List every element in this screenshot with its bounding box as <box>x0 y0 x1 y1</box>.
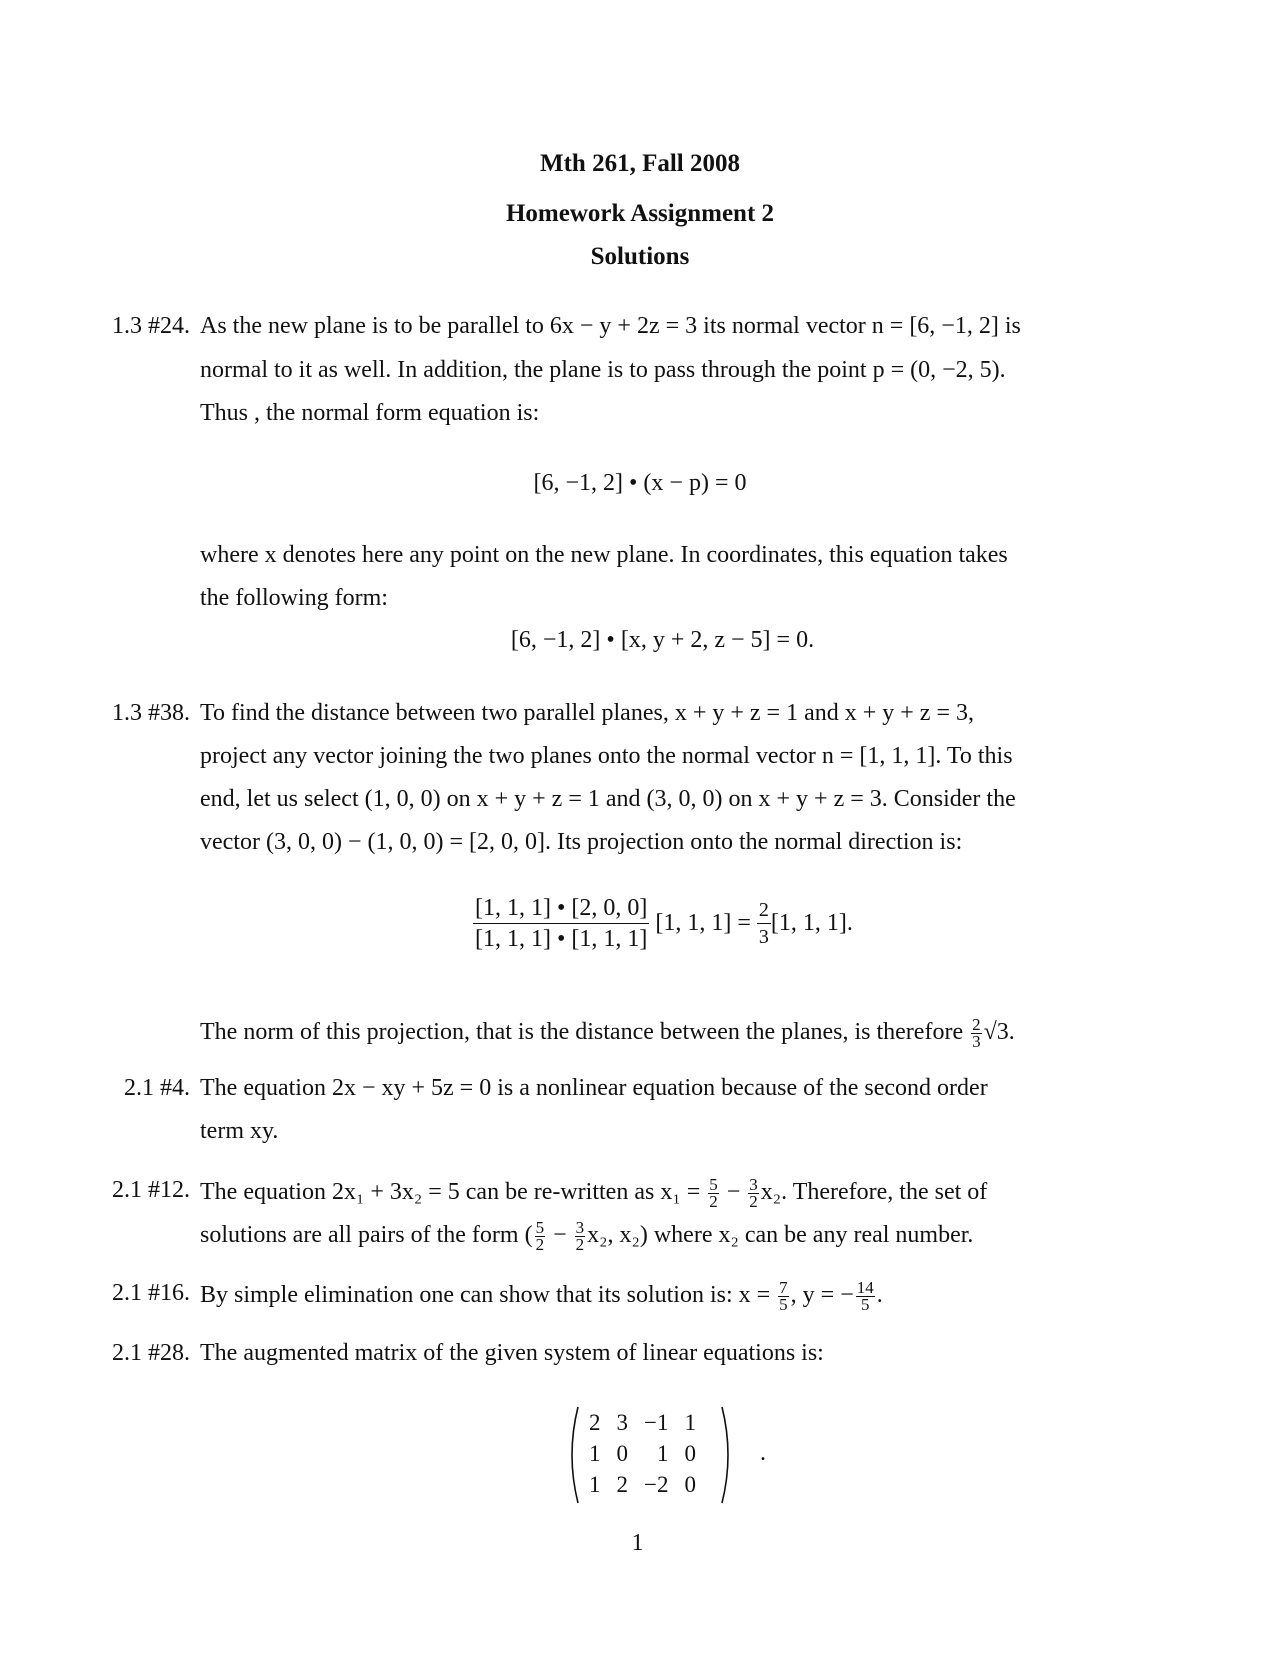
problem-text-line: The augmented matrix of the given system of linear equations is: <box>200 1340 824 1366</box>
problem-text-line: Thus , the normal form equation is: <box>200 400 540 426</box>
fraction <box>778 1280 789 1313</box>
problem-text-line: vector (3, 0, 0) − (1, 0, 0) = [2, 0, 0]. Its projection onto the normal direction is: <box>200 829 963 855</box>
problem-text-line <box>200 1177 987 1210</box>
text-segment: By simple elimination one can show that its solution is: x = <box>200 1282 771 1309</box>
problem-label: 2.1 #16. <box>112 1280 190 1306</box>
matrix-period: . <box>760 1440 766 1466</box>
course-title: Mth 261, Fall 2008 <box>540 150 740 177</box>
problem-label: 2.1 #12. <box>112 1177 190 1203</box>
projection-equation <box>473 893 853 954</box>
problem-text-line: the following form: <box>200 585 388 611</box>
matrix-cell: 1 <box>589 1471 601 1497</box>
solutions-subtitle: Solutions <box>590 243 690 270</box>
matrix-cell: 0 <box>616 1440 628 1466</box>
norm-fraction <box>971 1017 982 1050</box>
fraction-denominator: [1, 1, 1] • [1, 1, 1] <box>475 926 648 952</box>
fraction <box>708 1177 719 1210</box>
fraction <box>575 1220 586 1253</box>
problem-text-line: normal to it as well. In addition, the plane is to pass through the point p = (0, −2, 5). <box>200 357 1006 383</box>
fraction <box>856 1280 875 1313</box>
norm-text: The norm of this projection, that is the distance between the planes, is therefore <box>200 1019 964 1046</box>
matrix-cell: 2 <box>589 1409 601 1435</box>
matrix-table <box>581 1407 704 1500</box>
left-parenthesis <box>565 1405 581 1505</box>
matrix-cell: −1 <box>644 1409 669 1435</box>
fraction-numerator: 7 <box>779 1278 788 1297</box>
text-segment: − <box>553 1222 567 1249</box>
projection-fraction <box>473 893 649 954</box>
norm-end: √3. <box>983 1019 1015 1046</box>
fraction-numerator: 5 <box>709 1175 718 1194</box>
problem-text-line: project any vector joining the two planes onto the normal vector n = [1, 1, 1]. To this <box>200 743 1013 769</box>
text-segment: x₂, x₂) where x₂ can be any real number. <box>587 1222 974 1249</box>
page-number: 1 <box>631 1530 644 1556</box>
matrix-cell: −2 <box>644 1471 669 1497</box>
matrix-cell: 3 <box>616 1409 628 1435</box>
fraction-numerator: 5 <box>535 1218 545 1237</box>
matrix-cell: 0 <box>684 1440 696 1466</box>
matrix-cell: 1 <box>656 1440 669 1466</box>
fraction-denominator: 2 <box>575 1235 585 1254</box>
problem-text-line: end, let us select (1, 0, 0) on x + y + z = 1 and (3, 0, 0) on x + y + z = 3. Consider the <box>200 786 1016 812</box>
projection-end: [1, 1, 1]. <box>770 910 853 936</box>
problem-text-line: As the new plane is to be parallel to 6x − y + 2z = 3 its normal vector n = [6, −1, 2] is <box>200 313 1021 339</box>
problem-label: 2.1 #4. <box>124 1075 190 1101</box>
problem-text-line: term xy. <box>200 1118 279 1144</box>
fraction-denominator: 2 <box>749 1192 758 1211</box>
problem-label: 1.3 #38. <box>112 700 190 726</box>
scalar-fraction <box>757 897 771 950</box>
fraction-numerator: 3 <box>749 1175 758 1194</box>
text-segment: , y = − <box>790 1282 854 1309</box>
matrix-cell: 0 <box>684 1471 696 1497</box>
matrix-row <box>581 1407 704 1438</box>
problem-text-line: The equation 2x − xy + 5z = 0 is a nonlinear equation because of the second order <box>200 1075 988 1101</box>
fraction <box>535 1220 546 1253</box>
text-segment: solutions are all pairs of the form ( <box>200 1222 533 1249</box>
problem-text-line <box>200 1280 883 1313</box>
fraction-numerator: 3 <box>575 1218 585 1237</box>
matrix-cell: 2 <box>616 1471 628 1497</box>
assignment-title: Homework Assignment 2 <box>505 200 775 227</box>
problem-text-line <box>200 1220 973 1253</box>
norm-statement <box>200 1017 1015 1050</box>
fraction-denominator: 5 <box>861 1295 870 1314</box>
fraction-numerator: [1, 1, 1] • [2, 0, 0] <box>473 893 649 924</box>
fraction-numerator: 2 <box>972 1015 981 1034</box>
problem-text-line: To find the distance between two parallel planes, x + y + z = 1 and x + y + z = 3, <box>200 700 974 726</box>
fraction-numerator: 2 <box>757 897 771 924</box>
equation: [6, −1, 2] • [x, y + 2, z − 5] = 0. <box>510 627 815 653</box>
fraction <box>748 1177 759 1210</box>
fraction-denominator: 2 <box>535 1235 545 1254</box>
matrix-cell: 1 <box>684 1409 696 1435</box>
text-segment: x₂. Therefore, the set of <box>760 1179 988 1206</box>
problem-label: 1.3 #24. <box>112 313 190 339</box>
fraction-denominator: 5 <box>779 1295 788 1314</box>
matrix-row <box>581 1469 704 1500</box>
fraction-numerator: 14 <box>856 1278 874 1297</box>
text-segment: The equation 2x₁ + 3x₂ = 5 can be re-written as x₁ = <box>200 1179 701 1206</box>
equation: [6, −1, 2] • (x − p) = 0 <box>533 470 747 496</box>
right-parenthesis <box>719 1405 735 1505</box>
fraction-denominator: 2 <box>709 1192 718 1211</box>
matrix-row <box>581 1438 704 1469</box>
fraction-denominator: 3 <box>758 926 769 948</box>
problem-label: 2.1 #28. <box>112 1340 190 1366</box>
projection-middle: [1, 1, 1] = <box>655 910 751 936</box>
problem-text-line: where x denotes here any point on the new plane. In coordinates, this equation takes <box>200 542 1008 568</box>
text-segment: . <box>876 1282 883 1309</box>
fraction-denominator: 3 <box>972 1032 981 1051</box>
matrix-cell: 1 <box>589 1440 601 1466</box>
text-segment: − <box>726 1179 741 1206</box>
augmented-matrix <box>565 1405 735 1505</box>
